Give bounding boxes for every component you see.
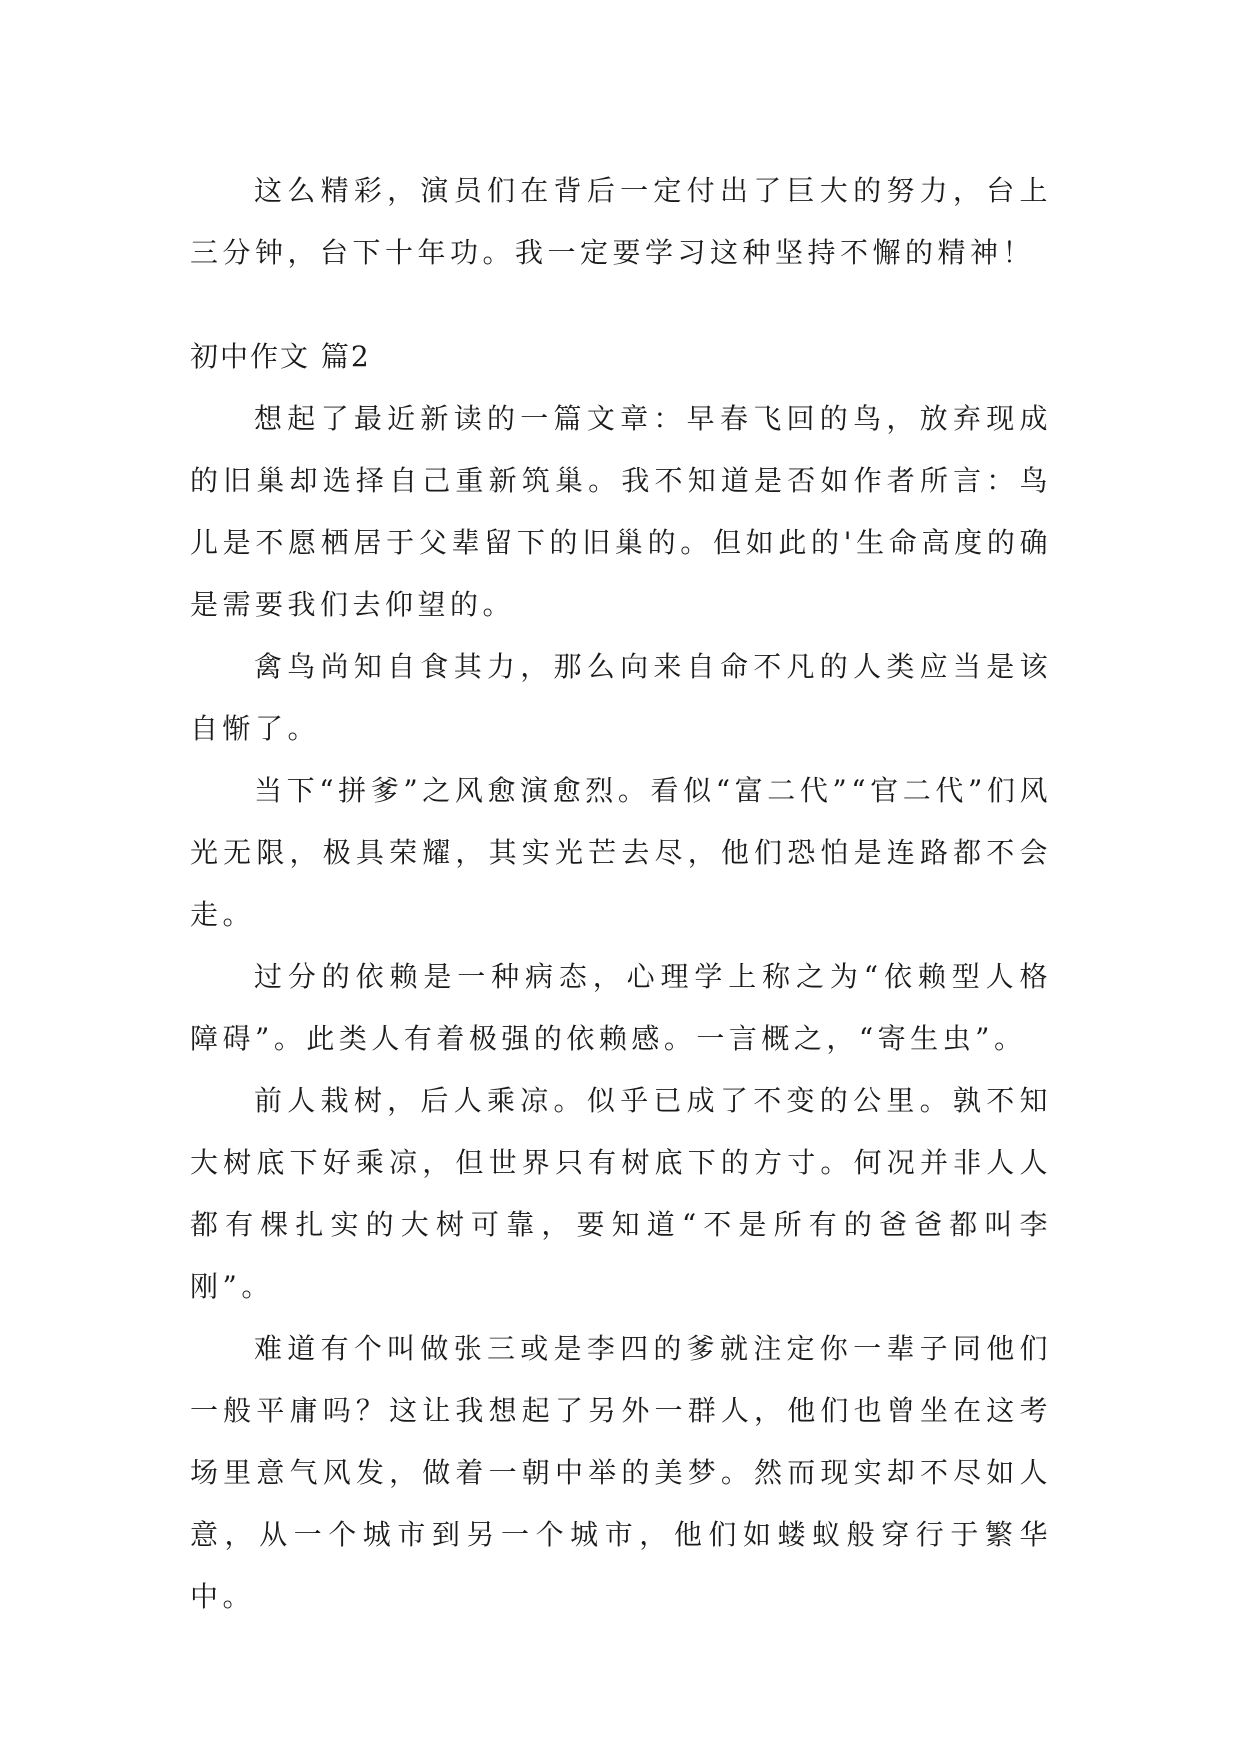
document-body	[190, 160, 1052, 1628]
intro-paragraph: 这么精彩，演员们在背后一定付出了巨大的努力，台上三分钟，台下十年功。我一定要学习这种坚持不懈的精神！	[190, 174, 1052, 269]
paragraph-3: 当下“拼爹”之风愈演愈烈。看似“富二代”“官二代”们风光无限，极具荣耀，其实光芒去尽，他们恐怕是连路都不会走。	[190, 774, 1052, 931]
section-gap	[190, 284, 1052, 326]
paragraph-4: 过分的依赖是一种病态，心理学上称之为“依赖型人格障碍”。此类人有着极强的依赖感。一言概之，“寄生虫”。	[190, 960, 1052, 1055]
paragraph-6: 难道有个叫做张三或是李四的爹就注定你一辈子同他们一般平庸吗？这让我想起了另外一群人，他们也曾坐在这考场里意气风发，做着一朝中举的美梦。然而现实却不尽如人意，从一个城市到另一个城市，他们如蝼蚁般穿行于繁华中。	[190, 1332, 1052, 1613]
paragraph-2: 禽鸟尚知自食其力，那么向来自命不凡的人类应当是该自惭了。	[190, 650, 1052, 745]
paragraph-1: 想起了最近新读的一篇文章：早春飞回的鸟，放弃现成的旧巢却选择自己重新筑巢。我不知道是否如作者所言：鸟儿是不愿栖居于父辈留下的旧巢的。但如此的'生命高度的确是需要我们去仰望的。	[190, 402, 1052, 621]
section-heading: 初中作文 篇2	[190, 340, 371, 373]
paragraph-5: 前人栽树，后人乘凉。似乎已成了不变的公里。孰不知大树底下好乘凉，但世界只有树底下的方寸。何况并非人人都有棵扎实的大树可靠，要知道“不是所有的爸爸都叫李刚”。	[190, 1084, 1052, 1303]
